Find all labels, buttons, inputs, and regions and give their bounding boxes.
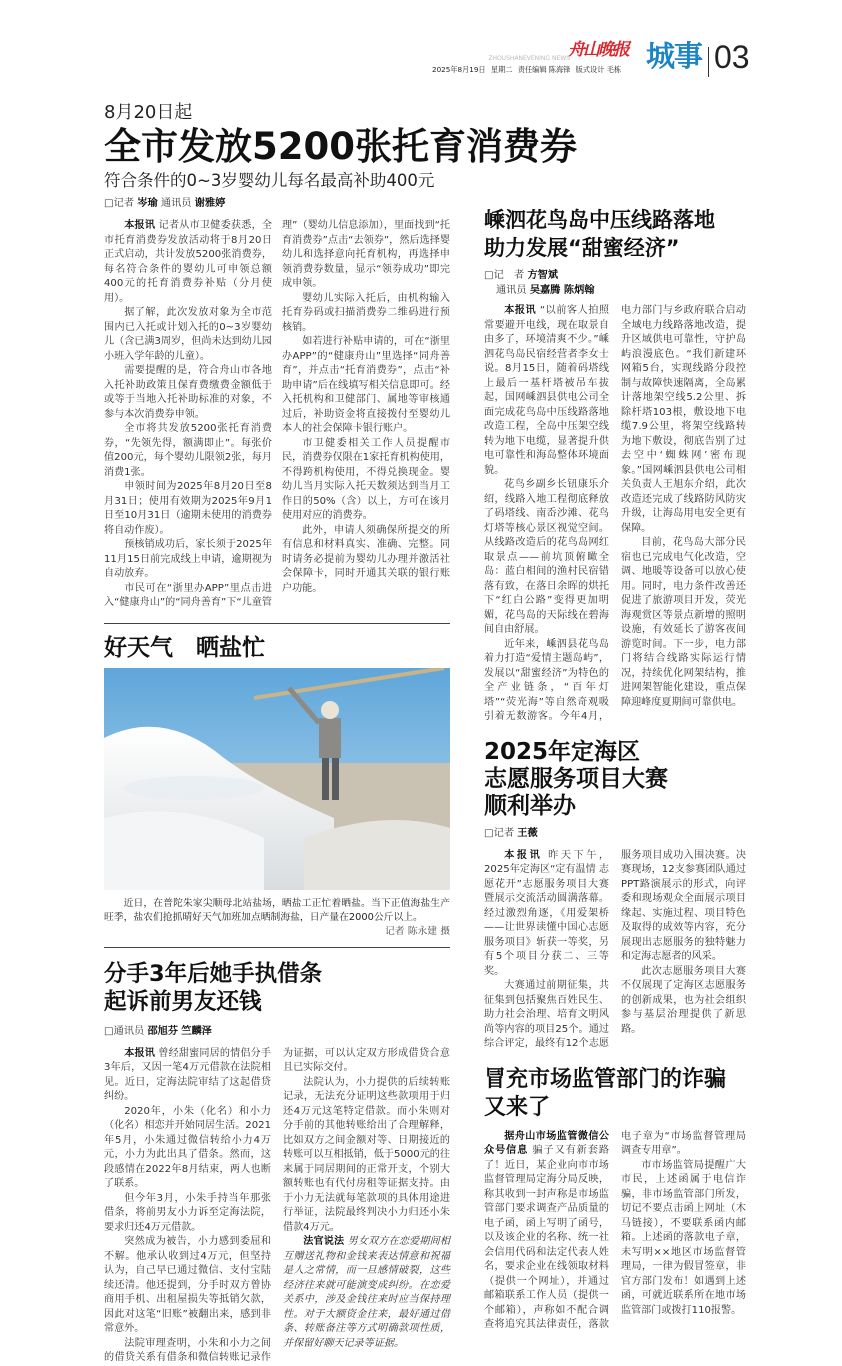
paragraph [282, 437, 450, 524]
paragraph [621, 536, 746, 710]
correspondent-name: 吴嘉腾 陈炳翰 [529, 285, 595, 296]
headline-line: 嵊泗花鸟岛中压线路落地 [484, 208, 715, 232]
paragraph-text: 市市场监管局提醒广大市民，上述函属于电信诈骗，非市场监管部门所发，切记不要点击函上网址（木马链接），不要联系函内邮箱。上述函的落款电子章，未写明××地区市场监督管理局，一律为假冒签章，非官方部门发布！如遇到上述函，可就近联系所在地市场监管部门或拨打110报警。 [621, 1159, 746, 1316]
caption-text: 近日，在普陀朱家尖顺母北站盐场，晒盐工正忙着晒盐。当下正值海盐生产旺季，盐农们抢抓晴好天气加班加点晒制海盐，日产量在2000公斤以上。 [104, 897, 450, 923]
byline [104, 1024, 450, 1039]
issue-date: 2025年8月19日 [432, 65, 486, 74]
paragraph-text: 如若进行补贴申请的，可在“浙里办APP”的“健康舟山”里选择“同舟善育”，并点击“托育消费券”，点击“补助申请”后在线填写相关信息即可。经入托机构和卫健部门、属地等审核通过后，补助资金将直接拨付至婴幼儿本人的社会保障卡银行账户。 [282, 336, 450, 434]
paragraph-text: 法院认为，小力提供的后续转账记录，无法充分证明这些款项用于归还4万元这笔特定借款。而小朱则对分手前的其他转账给出了合理解释，比如双方之间金额对等、日期接近的转账可以互相抵销，低于5000元的往来属于同居期间的正常开支，个别大额转账也有代付房租等证据支持。由于小力无法就每笔款项的具体用途进行举证，法院最终判决小力归还小朱借款4万元。 [283, 1076, 450, 1233]
newspaper-logo: 舟山晚报 [568, 40, 628, 60]
masthead-divider [708, 47, 709, 77]
paragraph [104, 1192, 271, 1236]
byline-role: 通讯员 [160, 198, 192, 209]
paragraph-text: 申领时间为2025年8月20日至8月31日；使用有效期为2025年9月1日至10月31日（逾期未使用的消费券将自动作废）。 [104, 481, 272, 536]
article-kicker: 8月20日起 [104, 102, 193, 123]
paragraph-text: 预核销成功后，家长须于2025年11月15日前完成线上申请，逾期视为自动放弃。 [104, 539, 272, 579]
byline [484, 826, 746, 841]
headline-line: 顺利举办 [484, 792, 576, 819]
photo-credit: 记者 陈永建 摄 [384, 925, 450, 937]
byline [104, 196, 450, 211]
paragraph [104, 480, 272, 538]
paragraph-text: 突然成为被告，小力感到委屈和不解。他承认收到过4万元，但坚持认为，自己早已通过微信、支付宝陆续还清。他还提到，分手时双方曾协商用手机、出租屋损失等抵销欠款，因此对这笔“旧账”被翻出来，感到非常意外。 [104, 1236, 271, 1334]
paragraph-lead: 本报讯 [124, 220, 156, 231]
main-subheadline: 符合条件的0~3岁婴幼儿每名最高补助400元 [104, 171, 435, 190]
paragraph-text: 此外，申请人须确保所提交的所有信息和材料真实、准确、完整。同时请务必提前为婴幼儿办理并激活社会保障卡，同时开通其关联的银行账户功能。 [282, 524, 450, 594]
section-divider [104, 947, 450, 948]
paragraph [104, 1105, 271, 1192]
paragraph [282, 524, 450, 597]
paragraph [283, 1235, 450, 1351]
paragraph-text: 近年来，嵊泗县花鸟岛着力打造“爱情主题岛屿”，发展以“甜蜜经济”为特色的全产业链条，“百年灯塔”“荧光海”等自然奇观吸引着无数游客。今年4月，电力部门与乡政府联合启动全域电力线路落地改造，提升区域供电可靠性，守护岛屿浪漫底色。“我们新建环网箱5台，实现线路分段控制与故障快速隔离，全岛累计落地架空线5.2公里、拆除杆塔103根，敷设地下电缆7.9公里，将架空线路转为地下敷设，彻底告别了过去空中‘蜘蛛网’密布现象。”国网嵊泗县供电公司相关负责人王旭东介绍，此次改造还完成了线路防风防灾升级，让海岛用电安全更有保障。 [484, 305, 746, 722]
paragraph-text: 曾经甜蜜同居的情侣分手3年后，又因一笔4万元借款在法院相见。近日，定海法院审结了这起借贷纠纷。 [104, 1047, 272, 1102]
editor-credit: 责任编辑 陈海锋 [517, 65, 571, 74]
paragraph-text: 记者从市卫健委获悉，全市托育消费券发放活动将于8月20日正式启动，共计发放5200张消费券，每名符合条件的婴幼儿可申领总额400元的托育消费券补贴（分月使用）。 [104, 220, 272, 304]
section-title: 城事 [646, 39, 703, 73]
paragraph-text: 需要提醒的是，符合舟山市各地入托补助政策且保育费缴费金额低于或等于当地入托补助标准的对象，不参与本次消费券申领。 [104, 365, 272, 420]
paragraph [282, 335, 450, 437]
masthead-english-name: ZHOUSHANEVENING NEWS [488, 55, 570, 62]
paragraph-text: 2020年，小朱（化名）和小力（化名）相恋并开始同居生活。2021年5月，小朱通过微信转给小力4万元，小力为此出具了借条。然而，这段感情在2022年8月结束，两人也断了联系。 [104, 1105, 271, 1189]
masthead-meta [432, 65, 624, 74]
byline-role: 通讯员 [496, 285, 527, 296]
paragraph [104, 306, 272, 364]
page-number: 03 [714, 39, 750, 75]
paragraph-text: 法院审理查明，小朱和小力之间的借贷关系有借条和微信转账记录作为证据，可以认定双方形成借贷合意且已实际交付。 [104, 1047, 450, 1363]
correspondent-name: 谢雅婷 [194, 198, 226, 209]
byline [484, 268, 746, 298]
correspondent-name: 竺麟泽 [181, 1025, 212, 1037]
paragraph-text: 花鸟乡副乡长钮康乐介绍，线路入地工程彻底释放了码塔线、南岙沙滩、花鸟灯塔等核心景区视觉空间。从线路改造后的花鸟岛网红取景点——前坑顶俯瞰全岛：蓝白相间的渔村民宿错落有致，在落日余晖的烘托下“红白公路”变得更加明媚，花鸟岛的天际线在碧海间自由舒展。 [484, 479, 609, 635]
section-divider [104, 623, 450, 624]
article-headline [484, 206, 746, 262]
paragraph-lead: 本报讯 [504, 305, 537, 316]
paragraph-lead: 法官说法 [303, 1236, 345, 1247]
paragraph [104, 538, 272, 582]
designer-credit: 版式设计 毛栋 [575, 65, 622, 74]
article-headline [484, 1066, 746, 1122]
headline-line: 冒充市场监管部门的诈骗 [484, 1066, 727, 1092]
article-body [104, 219, 450, 611]
paragraph [621, 1159, 746, 1319]
paragraph [282, 292, 450, 336]
paragraph-lead: 本报讯 [124, 1047, 155, 1059]
paragraph [621, 965, 746, 1038]
paragraph-text: 婴幼儿实际入托后，由机构输入托育券码或扫描消费券二维码进行预核销。 [282, 292, 450, 333]
paragraph [104, 364, 272, 422]
paragraph [104, 422, 272, 480]
article-headline [104, 960, 450, 1016]
salt-field-photo [104, 668, 450, 890]
article-body [484, 1130, 746, 1333]
byline-prefix: □记 者 [484, 270, 525, 281]
headline-line: 分手3年后她手执借条 [104, 960, 323, 987]
paragraph-lead: 据舟山市场监管微信公众号信息 [484, 1130, 609, 1156]
paragraph [283, 1076, 450, 1236]
article-headline [484, 739, 746, 820]
paragraph [484, 849, 609, 980]
paragraph-text: 此次志愿服务项目大赛不仅展现了定海区志愿服务的创新成果，也为社会组织参与基层治理提供了新思路。 [621, 965, 746, 1035]
paragraph [104, 219, 272, 306]
reporter-name: 方智斌 [527, 270, 559, 281]
paragraph-text: 但今年3月，小朱手持当年那张借条，将前男友小力诉至定海法院，要求归还4万元借款。 [104, 1192, 271, 1233]
reporter-name: 王薇 [517, 827, 538, 839]
paragraph [484, 478, 609, 638]
photo-headline: 好天气 晒盐忙 [104, 634, 265, 661]
paragraph-text: 昨天下午，2025年定海区“定有温情 志愿花开”志愿服务项目大赛暨展示交流活动圆满落幕。经过激烈角逐，《用爱架桥——让世界读懂中国心志愿服务项目》斩获一等奖，另有5个项目分获二、三等奖。 [484, 849, 610, 977]
article-body [484, 304, 746, 725]
paragraph-text: 骗子又有新套路了！近日，某企业向市市场监督管理局定海分局反映，称其收到一封声称是市场监管部门要求调查产品质量的电子函，函上写明了函号，以及该企业的名称、统一社会信用代码和法定代表人姓名，要求企业在线领取材料（提供一个网址），并通过邮箱联系工作人员（提供一个邮箱），声称如不配合调查将追究其法律责任，落款电子章为“市场监督管理局调查专用章”。 [484, 1130, 746, 1330]
headline-line: 志愿服务项目大赛 [484, 765, 668, 792]
paragraph-text: 男女双方在恋爱期间相互赠送礼物和金钱来表达情意和祝福是人之常情，而一旦感情破裂，这些经济往来就可能演变成纠纷。在恋爱关系中，涉及金钱往来时应当保持理性。对于大额资金往来，最好通过借条、转账备注等方式明确款项性质，并保留好聊天记录等证据。 [283, 1236, 450, 1349]
paragraph [104, 1047, 271, 1105]
paragraph-text: 据了解，此次发放对象为全市范围内已入托或计划入托的0~3岁婴幼儿（含已满3周岁，但尚未达到幼儿园小班入学年龄的儿童）。 [104, 307, 272, 362]
reporter-name: 岑瑜 [137, 198, 158, 209]
headline-line: 又来了 [484, 1094, 551, 1120]
paragraph-text: 全市将共发放5200张托育消费券，“先领先得，额满即止”。每张价值200元，每个婴幼儿限领2张，每月消费1张。 [104, 423, 272, 478]
paragraph-text: 市卫健委相关工作人员提醒市民，消费券仅限在1家托育机构使用，不得跨机构使用，不得兑换现金。婴幼儿当月实际入托天数须达到当月工作日的50%（含）以上，方可在该月使用对应的消费券。 [282, 437, 450, 521]
headline-line: 助力发展“甜蜜经济” [484, 236, 680, 260]
paragraph-text: 目前，花鸟岛大部分民宿也已完成电气化改造，空调、地暖等设备可以放心使用。同时，电力条件改善还促进了旅游项目开发，荧光海观赏区等景点新增的照明设施，有效延长了游客夜间游览时间。下一步，电力部门将结合线路实际运行情况，持续优化网架结构，推进网架智能化建设，重点保障迎峰度夏期间可靠供电。 [621, 537, 746, 708]
headline-line: 2025年定海区 [484, 738, 641, 765]
paragraph-lead: 本报讯 [504, 849, 543, 861]
correspondent-name: 邵旭芬 [147, 1025, 179, 1037]
byline-prefix: □记者 [484, 827, 515, 839]
photo-caption [104, 897, 450, 939]
headline-line: 起诉前男友还钱 [104, 988, 262, 1015]
byline-prefix: □通讯员 [104, 1025, 145, 1037]
issue-weekday: 星期二 [490, 65, 513, 74]
paragraph-text: 大赛通过前期征集，共征集到包括聚焦百姓民生、助力社会治理、培育文明风尚等内容的项目25个。通过综合评定，最终有12个志愿服务项目成功入围决赛。决赛现场，12支参赛团队通过PPT路演展示的形式，向评委和现场观众全面展示项目缘起、实施过程、项目特色及取得的成效等内容，充分展现出志愿服务的独特魅力和定海志愿者的风采。 [484, 849, 746, 1049]
paragraph-text: “以前客人拍照常要避开电线，现在取景自由多了，环境清爽不少。”嵊泗花鸟岛民宿经营者李女士说。8月15日，随着码塔线上最后一基杆塔被吊车拔起，国网嵊泗县供电公司全面完成花鸟岛中压线路落地改造工程，全岛中压架空线转为地下电缆，显著提升供电可靠性和海岛整体环境面貌。 [484, 305, 609, 476]
paragraph-text: 市民可在“浙里办APP”里点击进入“健康舟山”的“同舟善育”下“儿童管理”（婴幼儿信息添加），里面找到“托育消费券”点击“去领券”，然后选择婴幼儿和选择意向托育机构，再选择申领消费券数量，显示“领券成功”即完成申领。 [104, 220, 450, 608]
byline-prefix: □记者 [104, 198, 135, 209]
right-column [484, 206, 746, 1333]
article-body [104, 1047, 450, 1366]
paragraph [484, 304, 609, 478]
article-body [484, 849, 746, 1052]
paragraph [104, 1235, 271, 1337]
main-headline: 全市发放5200张托育消费券 [104, 125, 577, 168]
